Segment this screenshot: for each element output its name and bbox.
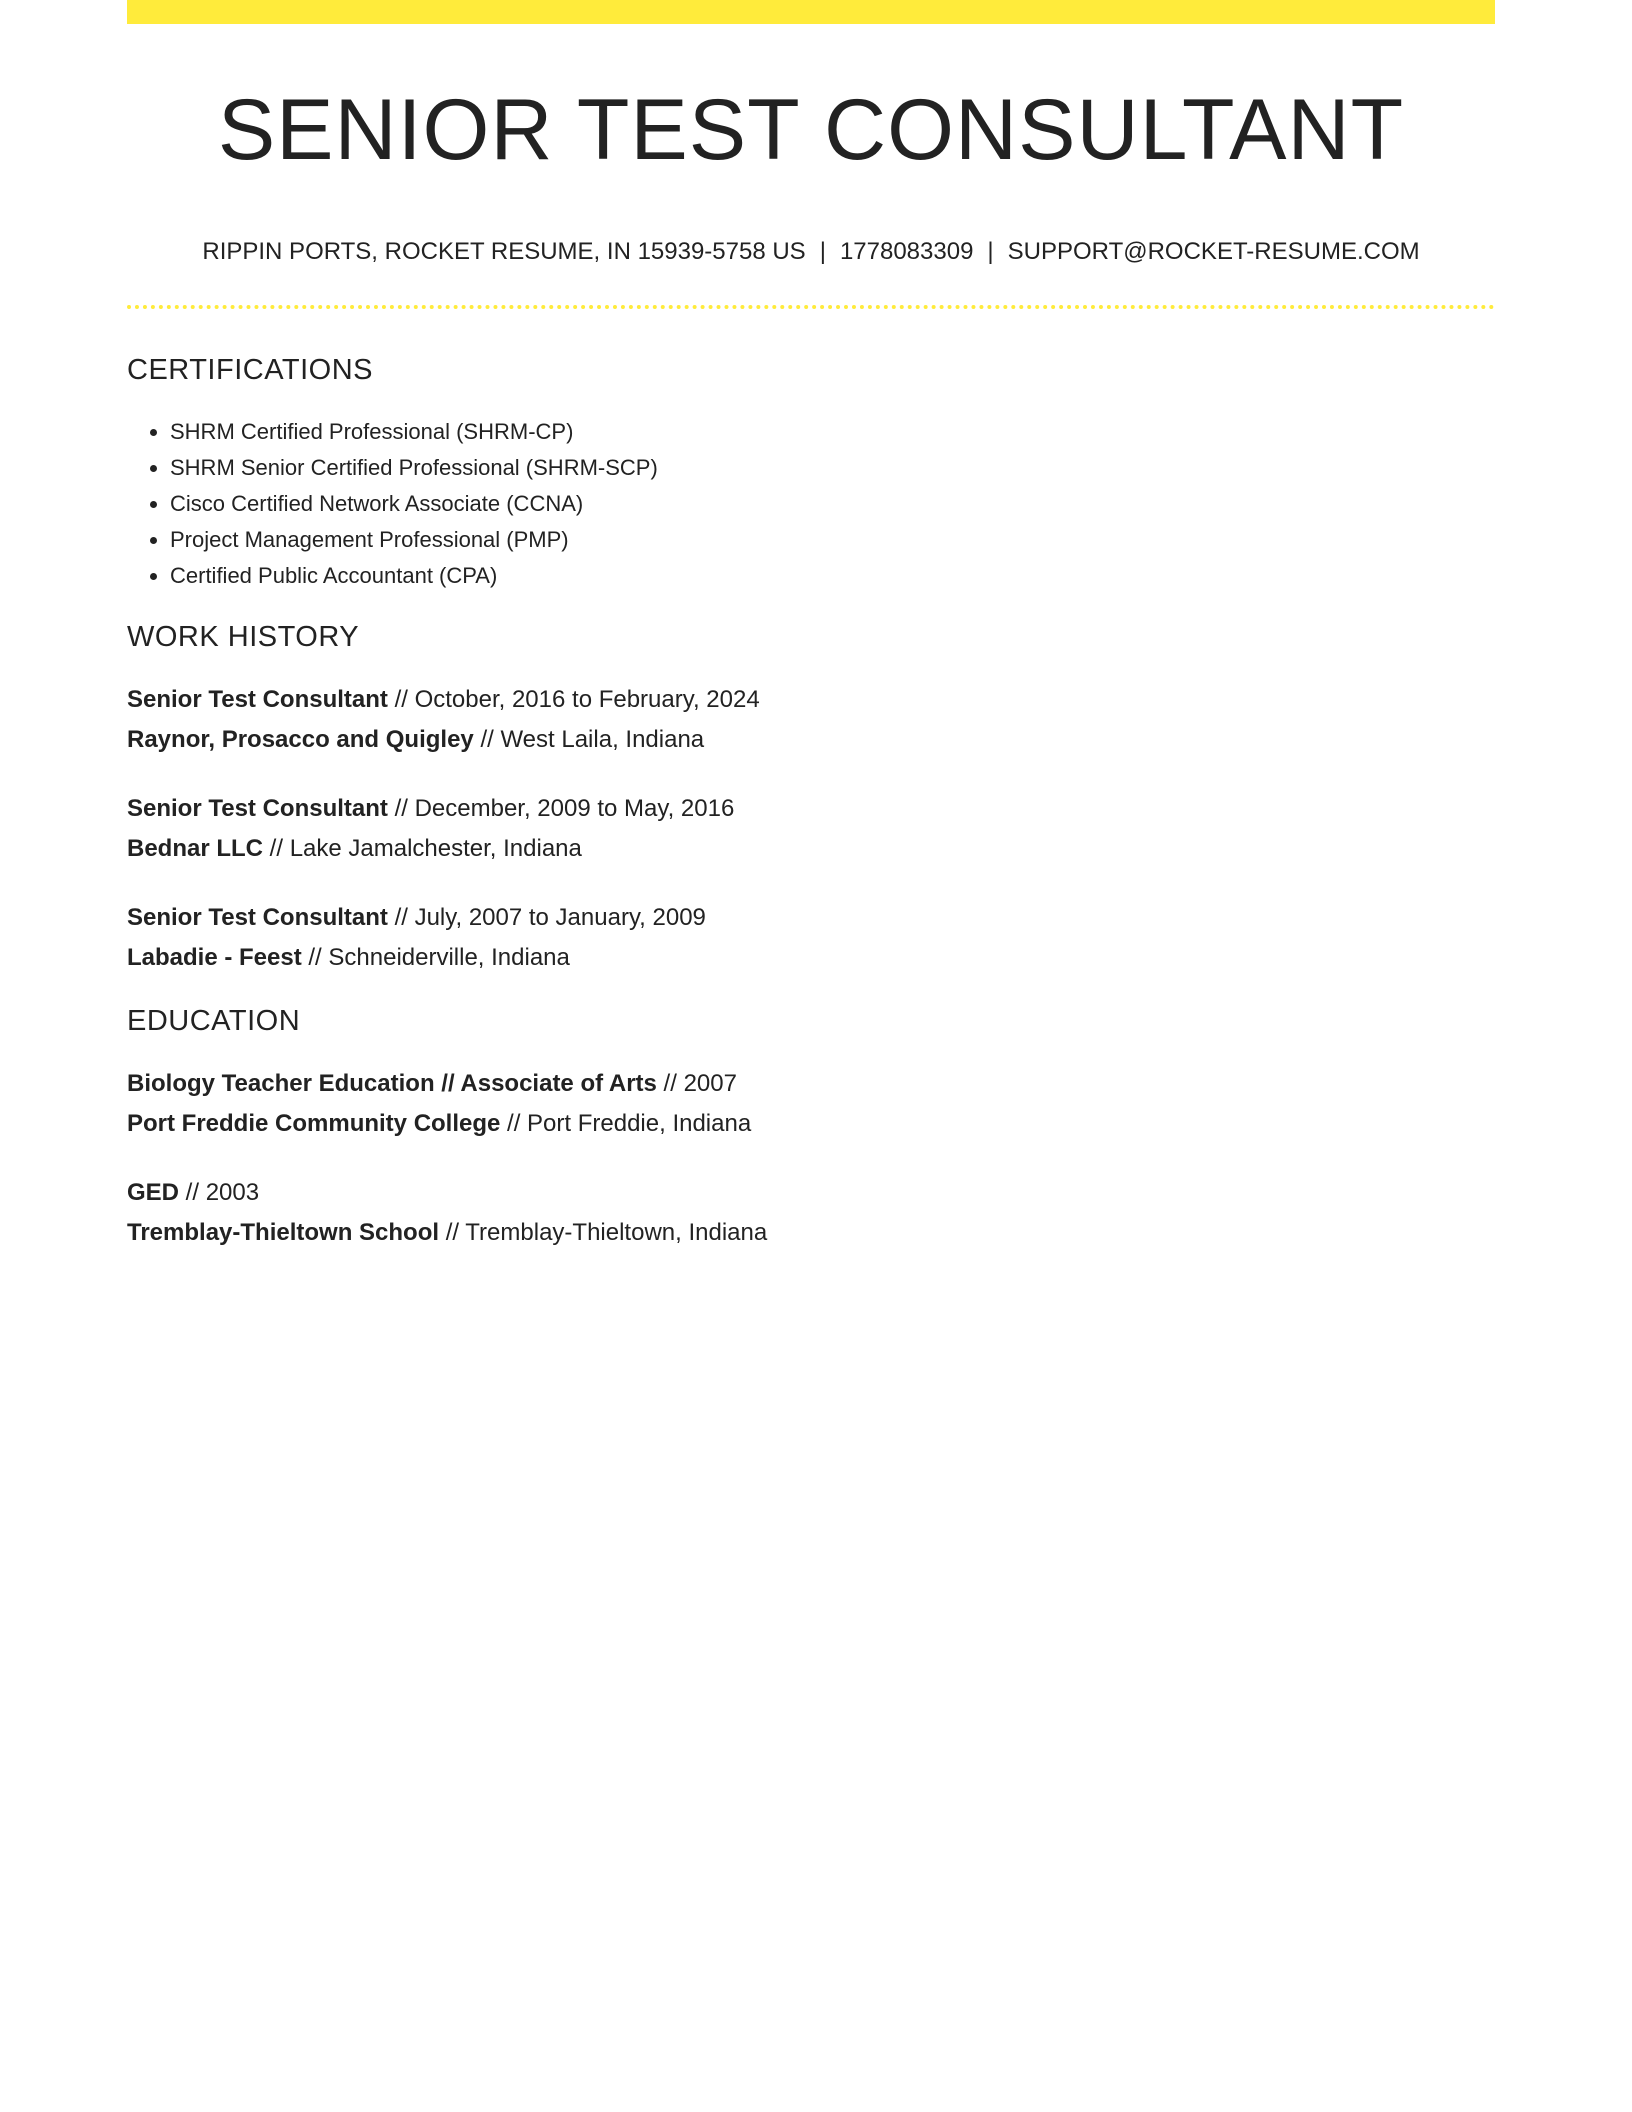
certification-item: • Project Management Professional (PMP) [170,522,658,558]
work-history-heading: WORK HISTORY [127,621,360,653]
certification-item: • Certified Public Accountant (CPA) [170,558,658,594]
certifications-list [127,414,658,594]
education-degree-line [127,1064,751,1104]
accent-top-bar [127,0,1495,24]
job-company: Labadie - Feest [127,944,302,971]
education-school: Port Freddie Community College [127,1110,501,1137]
education-year: // 2007 [656,1070,737,1097]
education-location: // Port Freddie, Indiana [500,1110,752,1137]
education-location: // Tremblay-Thieltown, Indiana [439,1219,768,1246]
certification-item: • SHRM Senior Certified Professional (SHRM-SCP) [170,450,658,486]
job-company: Raynor, Prosacco and Quigley [127,726,474,753]
job-dates: // October, 2016 to February, 2024 [387,686,760,713]
education-degree-line [127,1173,767,1213]
job-dates: // July, 2007 to January, 2009 [387,904,706,931]
certification-item: • Cisco Certified Network Associate (CCNA) [170,486,658,522]
job-company: Bednar LLC [127,835,264,862]
job-entry [127,789,734,869]
job-location: // West Laila, Indiana [473,726,705,753]
contact-address: RIPPIN PORTS, ROCKET RESUME, IN 15939-5758 US [202,238,806,265]
job-entry [127,680,760,760]
job-title-line [127,680,760,720]
certifications-heading: CERTIFICATIONS [127,354,373,386]
education-entry [127,1064,751,1144]
contact-line [127,236,1495,268]
education-degree: Biology Teacher Education // Associate of Arts [127,1070,657,1097]
education-heading: EDUCATION [127,1005,301,1037]
education-year: // 2003 [179,1179,260,1206]
job-dates: // December, 2009 to May, 2016 [387,795,735,822]
job-location: // Lake Jamalchester, Indiana [263,835,582,862]
job-title-line [127,898,706,938]
education-entry [127,1173,767,1253]
certification-item: • SHRM Certified Professional (SHRM-CP) [170,414,658,450]
education-school-line [127,1104,751,1144]
contact-separator: | [987,238,994,265]
education-school-line [127,1213,767,1253]
job-company-line [127,829,734,869]
education-degree: GED [127,1179,180,1206]
contact-email: SUPPORT@ROCKET-RESUME.COM [1007,238,1420,265]
job-title-line [127,789,734,829]
job-title: Senior Test Consultant [127,686,388,713]
contact-phone: 1778083309 [839,238,974,265]
resume-title: SENIOR TEST CONSULTANT [217,82,1405,178]
job-company-line [127,938,706,978]
job-entry [127,898,706,978]
job-company-line [127,720,760,760]
job-location: // Schneiderville, Indiana [301,944,570,971]
education-school: Tremblay-Thieltown School [127,1219,440,1246]
job-title: Senior Test Consultant [127,795,388,822]
job-title: Senior Test Consultant [127,904,388,931]
contact-separator: | [819,238,826,265]
header-divider [127,305,1495,309]
